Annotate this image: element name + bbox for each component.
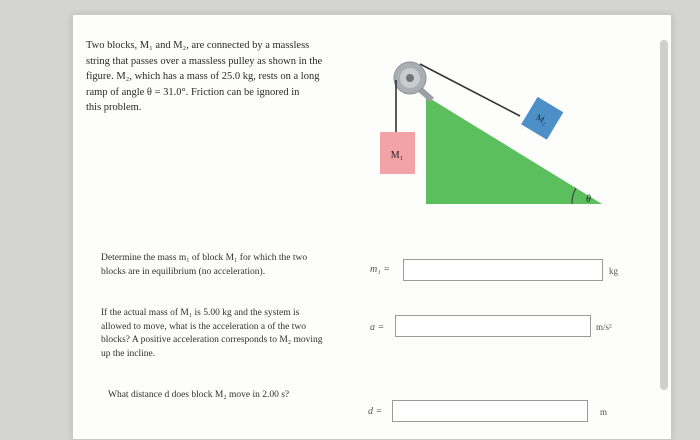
acceleration-unit: m/s² xyxy=(596,322,612,332)
m1-input[interactable] xyxy=(403,259,603,281)
problem-statement xyxy=(86,38,356,116)
pulley-ramp-figure xyxy=(380,40,660,220)
question-2-line-3: blocks? A positive acceleration corresponds to M₂ moving xyxy=(101,335,323,345)
problem-line-5: this problem. xyxy=(86,102,142,113)
question-2 xyxy=(101,307,361,361)
distance-input[interactable] xyxy=(392,400,588,422)
m1-label: m₁ = xyxy=(370,264,390,275)
question-1-line-1: Determine the mass m₁ of block M₁ for which the two xyxy=(101,253,308,263)
question-1-line-2: blocks are in equilibrium (no acceleration). xyxy=(101,266,266,277)
angle-label: θ xyxy=(586,194,591,205)
acceleration-label: a = xyxy=(370,322,385,333)
block-m1-label: M₁ xyxy=(390,150,404,161)
distance-label: d = xyxy=(368,406,383,417)
pulley-axle xyxy=(406,74,414,82)
question-2-line-1: If the actual mass of M₁ is 5.00 kg and the system is xyxy=(101,308,300,318)
m1-unit: kg xyxy=(609,266,618,276)
problem-line-2: string that passes over a massless pulley as shown in the xyxy=(86,55,323,67)
block-m2-label: M₂ xyxy=(534,111,550,127)
problem-line-3: figure. M₂, which has a mass of 25.0 kg, rests on a long xyxy=(86,71,320,82)
problem-line-4: ramp of angle θ = 31.0°. Friction can be ignored in xyxy=(86,86,300,98)
scrollbar[interactable] xyxy=(660,40,668,390)
question-2-line-2: allowed to move, what is the acceleration a of the two xyxy=(101,321,306,332)
problem-line-1: Two blocks, M₁ and M₂, are connected by a massless xyxy=(86,40,310,51)
question-1 xyxy=(101,252,341,279)
question-3 xyxy=(108,389,348,403)
distance-unit: m xyxy=(600,407,608,417)
question-3-line-1: What distance d does block M₂ move in 2.00 s? xyxy=(108,390,290,400)
acceleration-input[interactable] xyxy=(395,315,591,337)
question-2-line-4: up the incline. xyxy=(101,348,156,359)
